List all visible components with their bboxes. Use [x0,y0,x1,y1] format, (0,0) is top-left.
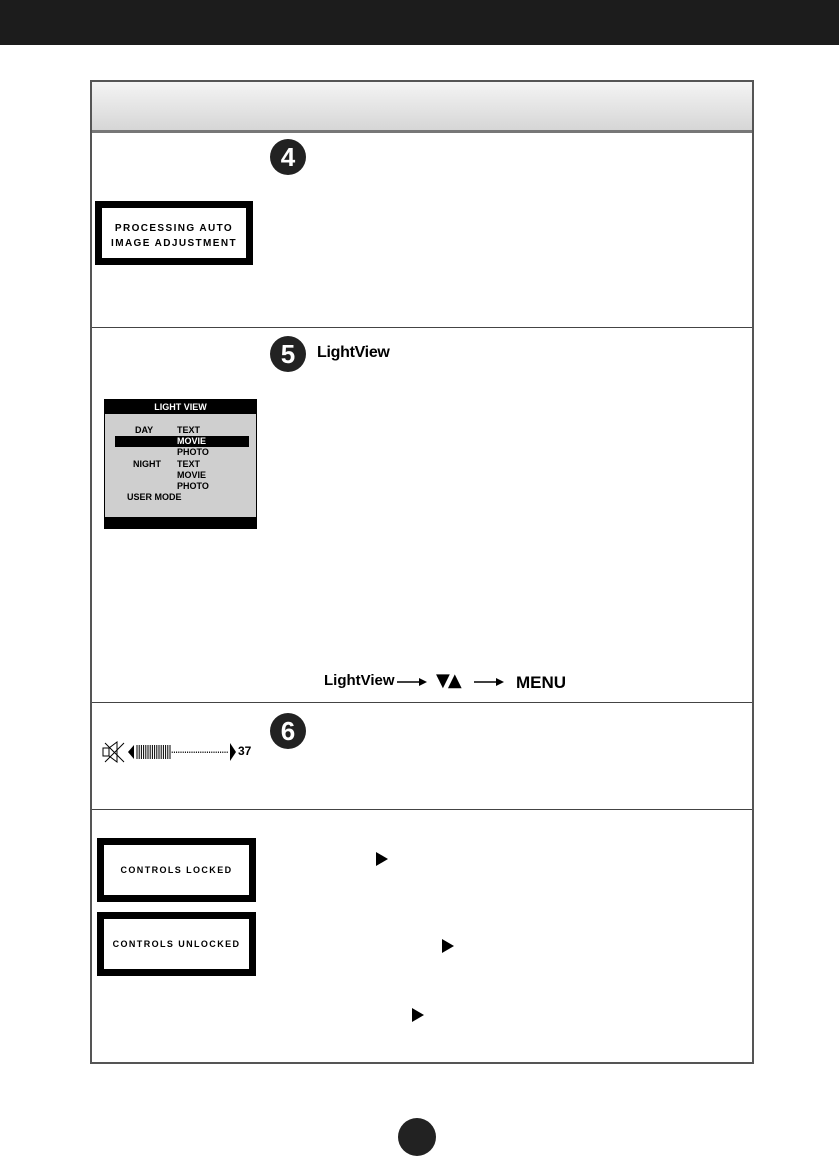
step-number-6: 6 [270,713,306,749]
volume-bar [102,740,262,764]
volume-ticks [137,745,227,759]
controls-unlocked-osd [97,912,256,976]
step-number-5: 5 [270,336,306,372]
step-number-4: 4 [270,139,306,175]
right-arrow-icon [376,852,388,866]
lightview-menu-footer [105,517,256,528]
flow-arrow-icon [474,676,504,688]
menu-option-day-photo[interactable]: PHOTO [177,447,209,457]
menu-option-night-text[interactable]: TEXT [177,459,201,469]
row-divider [92,327,752,328]
controls-locked-text: CONTROLS LOCKED [120,865,233,875]
right-arrow-icon [412,1008,424,1022]
volume-slider[interactable] [128,740,236,764]
table-header [92,82,752,133]
lightview-osd-menu [104,399,257,529]
flow-end-label: MENU [516,673,567,692]
flow-keys-label: ▼▲ [436,670,460,691]
controls-unlocked-text: CONTROLS UNLOCKED [112,939,241,949]
lightview-heading: LightView [317,344,390,361]
flow-start-label: LightView [324,672,395,689]
auto-adjust-osd [95,201,253,265]
controls-locked-osd [97,838,256,902]
auto-adjust-line2: IMAGE ADJUSTMENT [111,238,237,249]
menu-option-day-text[interactable]: TEXT [177,425,201,435]
top-header-bar [0,0,839,45]
speaker-mute-icon [102,740,128,764]
menu-option-user-mode[interactable]: USER MODE [127,492,182,502]
content-table [90,80,754,1064]
volume-value: 37 [238,744,252,758]
menu-option-day-movie[interactable]: MOVIE [177,436,207,446]
row-divider [92,702,752,703]
flow-arrow-icon [397,676,427,688]
auto-adjust-line1: PROCESSING AUTO [114,223,234,234]
menu-group-night: NIGHT [133,459,161,469]
lightview-menu-title: LIGHT VIEW [105,400,256,414]
menu-option-night-photo[interactable]: PHOTO [177,481,209,491]
page-number-marker [398,1118,436,1156]
row-divider [92,809,752,810]
menu-option-night-movie[interactable]: MOVIE [177,470,207,480]
right-arrow-icon [442,939,454,953]
menu-group-day: DAY [135,425,154,435]
